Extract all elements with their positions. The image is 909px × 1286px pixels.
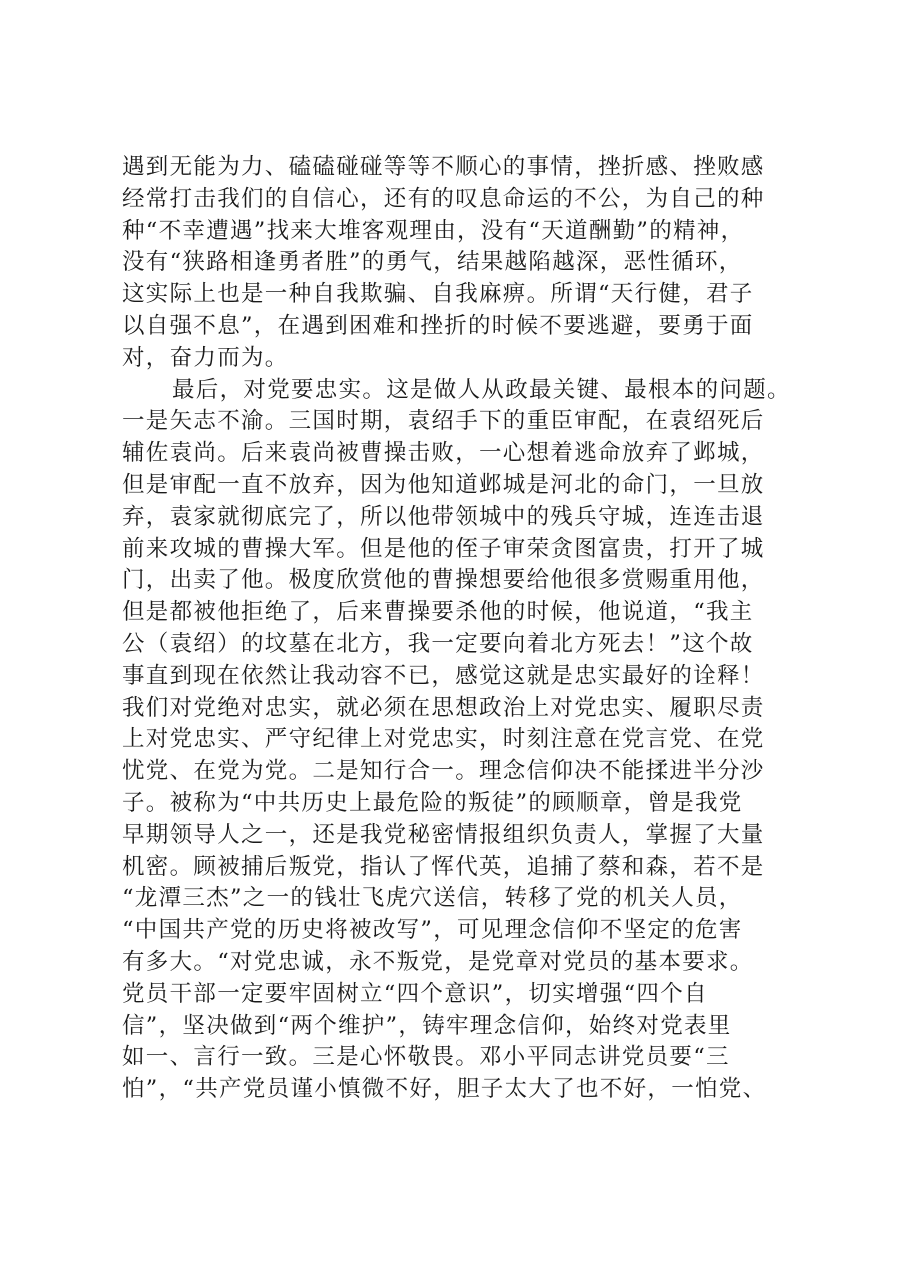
text-line: 以自强不息”，在遇到困难和挫折的时候不要逃避，要勇于面 (122, 312, 754, 339)
text-line: 前来攻城的曹操大军。但是他的侄子审荣贪图富贵，打开了城 (122, 535, 765, 562)
text-line: 事直到现在依然让我动容不已，感觉这就是忠实最好的诠释！ (122, 662, 765, 689)
text-line: 对，奋力而为。 (122, 344, 289, 371)
text-line: 公（袁绍）的坟墓在北方，我一定要向着北方死去！”这个故 (122, 630, 754, 657)
paragraph-start-line: 最后，对党要忠实。这是做人从政最关键、最根本的问题。 (172, 376, 791, 403)
text-line: 机密。顾被捕后叛党，指认了恽代英，追捕了蔡和森，若不是 (122, 853, 765, 880)
text-line: 经常打击我们的自信心，还有的叹息命运的不公，为自己的种 (122, 185, 765, 212)
text-line: 辅佐袁尚。后来袁尚被曹操击败，一心想着逃命放弃了邺城， (122, 440, 765, 467)
text-line: 这实际上也是一种自我欺骗、自我麻痹。所谓“天行健，君子 (122, 281, 754, 308)
text-line: 有多大。“对党忠诚，永不叛党，是党章对党员的基本要求。 (122, 948, 754, 975)
text-line: 但是审配一直不放弃，因为他知道邺城是河北的命门，一旦放 (122, 471, 765, 498)
text-line: 上对党忠实、严守纪律上对党忠实，时刻注意在党言党、在党 (122, 726, 765, 753)
text-line: 遇到无能为力、磕磕碰碰等等不顺心的事情，挫折感、挫败感 (122, 154, 765, 180)
text-line: “龙潭三杰”之一的钱壮飞虎穴送信，转移了党的机关人员， (122, 885, 743, 912)
text-line: 怕”，“共产党员谨小慎微不好，胆子太大了也不好，一怕党、 (122, 1076, 767, 1103)
text-line: 如一、言行一致。三是心怀敬畏。邓小平同志讲党员要“三 (122, 1044, 730, 1071)
text-line: 门，出卖了他。极度欣赏他的曹操想要给他很多赏赐重用他， (122, 567, 765, 594)
text-line: 早期领导人之一，还是我党秘密情报组织负责人，掌握了大量 (122, 821, 765, 848)
text-line: 我们对党绝对忠实，就必须在思想政治上对党忠实、履职尽责 (122, 694, 765, 721)
text-line: 种“不幸遭遇”找来大堆客观理由，没有“天道酬勤”的精神， (122, 217, 745, 244)
text-line: “中国共产党的历史将被改写”，可见理念信仰不坚定的危害 (122, 917, 743, 944)
text-line: 但是都被他拒绝了，后来曹操要杀他的时候，他说道，“我主 (122, 599, 754, 626)
text-line: 信”，坚决做到“两个维护”，铸牢理念信仰，始终对党表里 (122, 1012, 732, 1039)
text-line: 子。被称为“中共历史上最危险的叛徒”的顾顺章，曾是我党 (122, 789, 743, 816)
body-text (122, 152, 822, 1106)
text-line: 一是矢志不渝。三国时期，袁绍手下的重臣审配，在袁绍死后 (122, 408, 765, 435)
text-line: 没有“狭路相逢勇者胜”的勇气，结果越陷越深，恶性循环， (122, 249, 743, 276)
text-line: 忧党、在党为党。二是知行合一。理念信仰决不能揉进半分沙 (122, 758, 765, 785)
text-line: 弃，袁家就彻底完了，所以他带领城中的残兵守城，连连击退 (122, 503, 765, 530)
text-line: 党员干部一定要牢固树立“四个意识”，切实增强“四个自 (122, 980, 708, 1007)
